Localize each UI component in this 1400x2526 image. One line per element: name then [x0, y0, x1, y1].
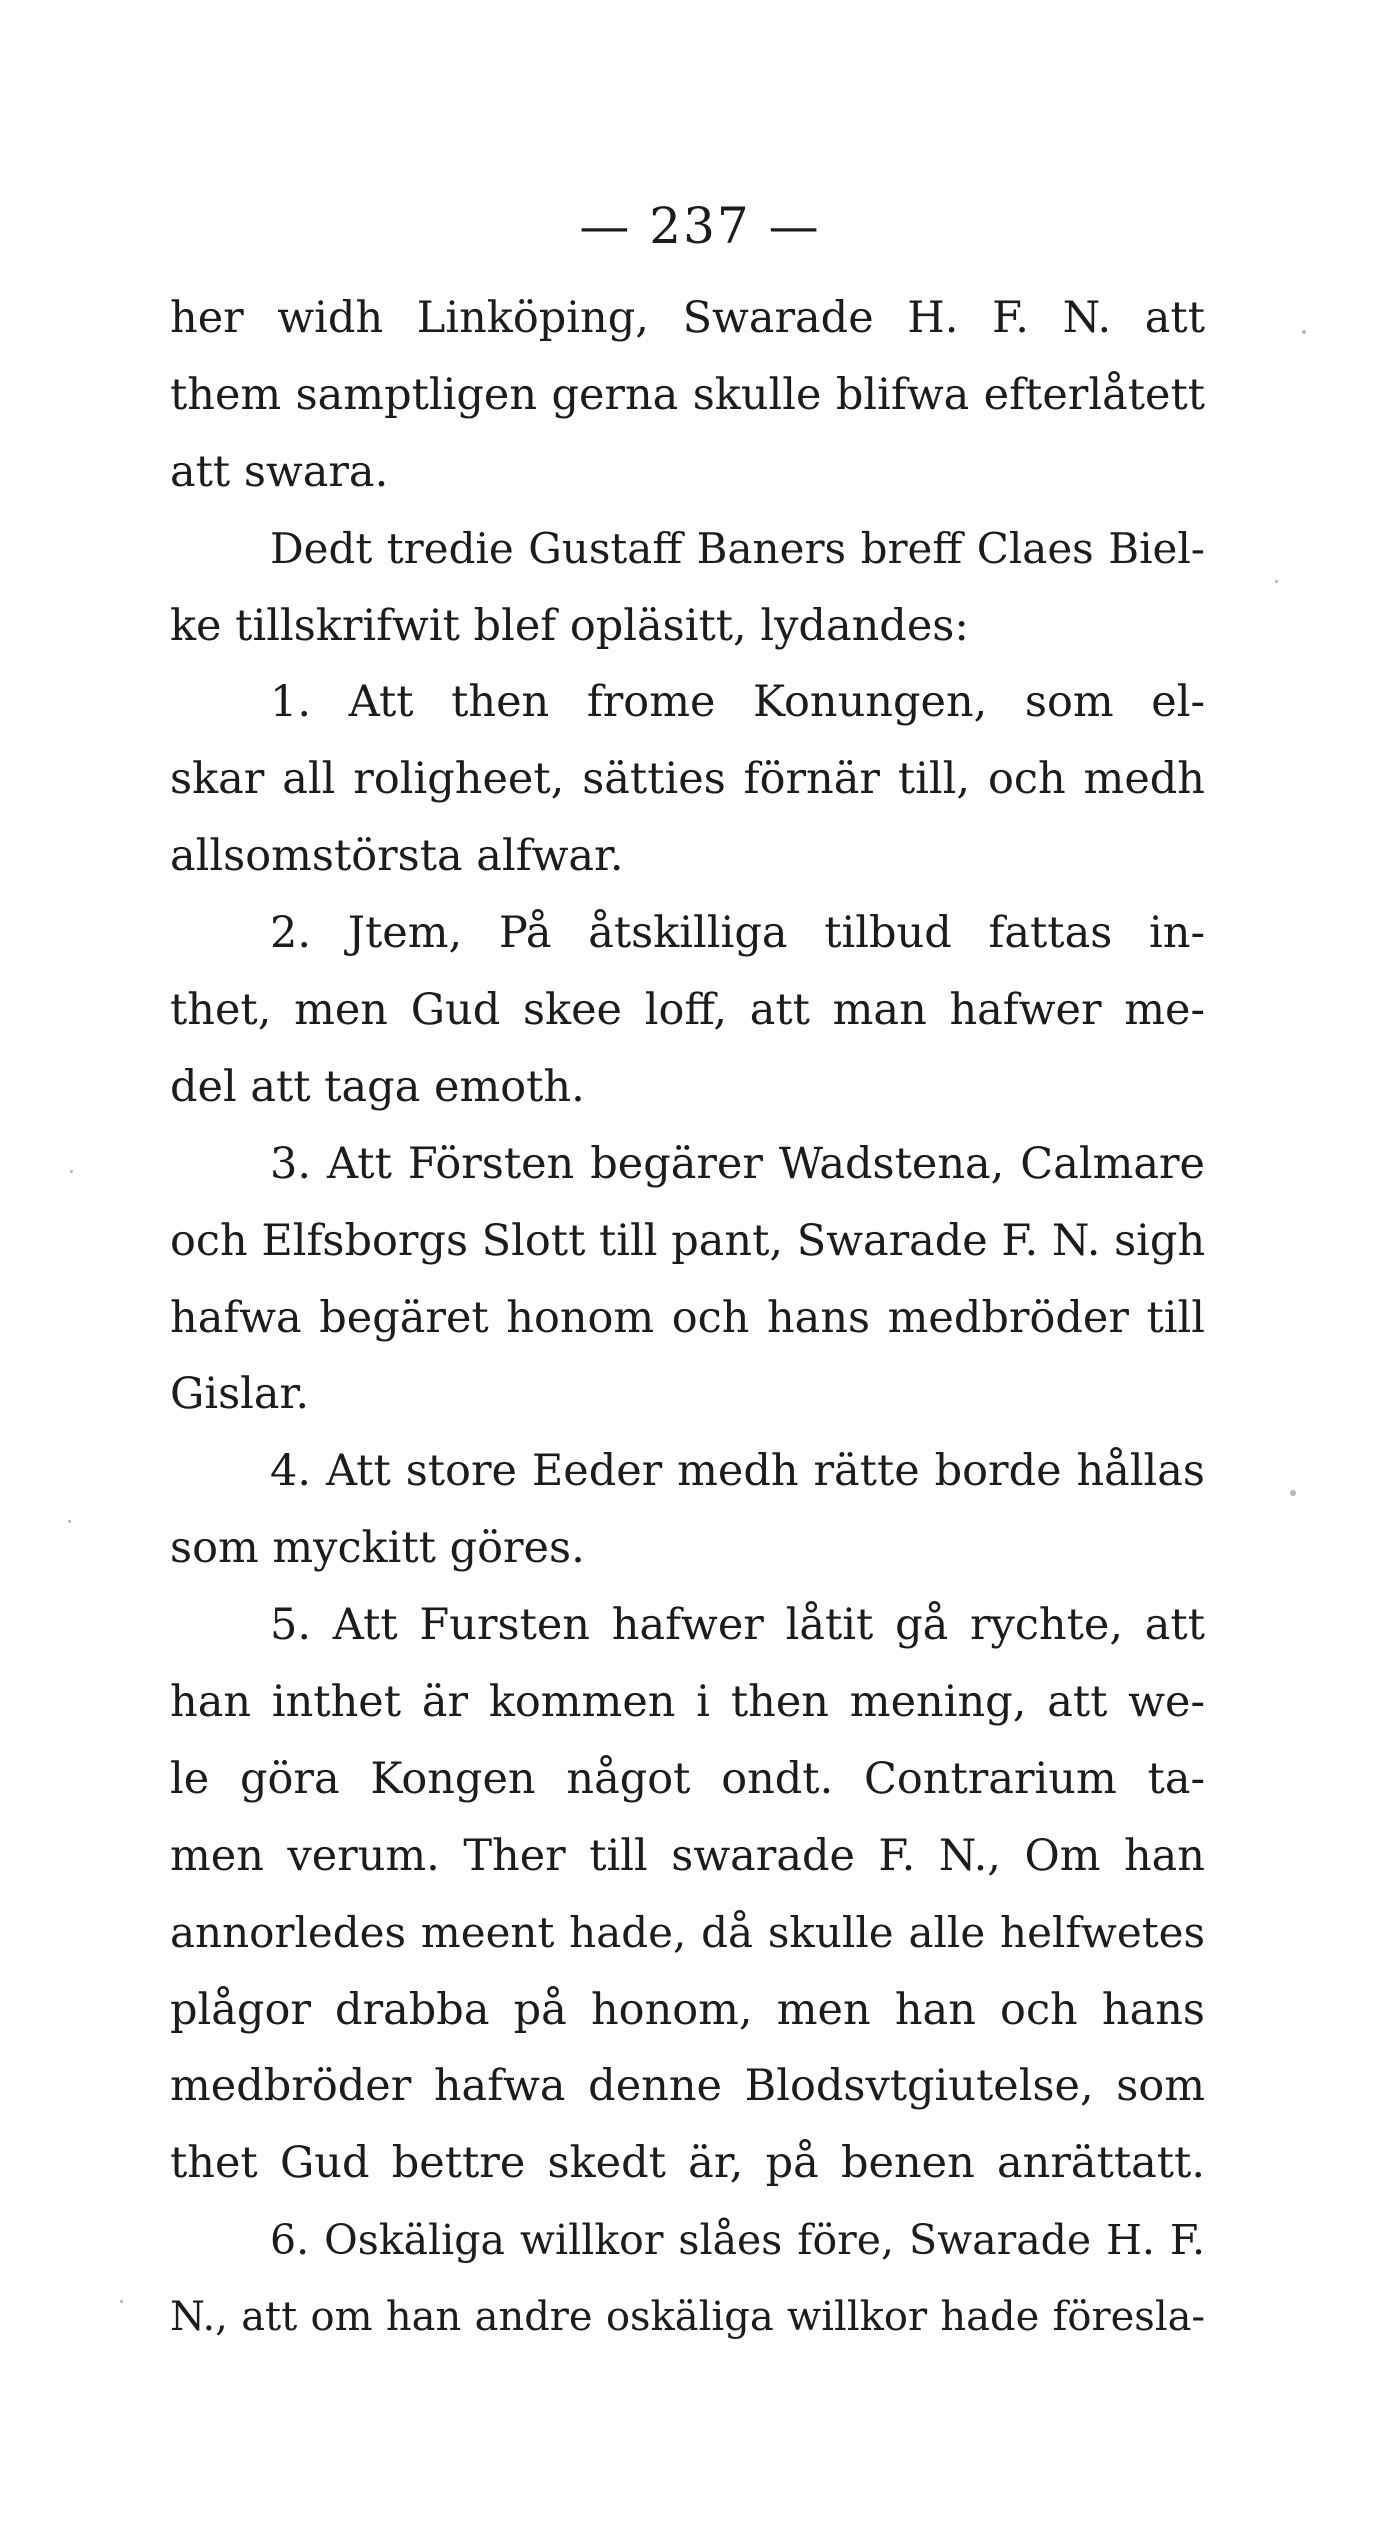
text-line: han inthet är kommen i then mening, att we-: [170, 1677, 1205, 1728]
text-line: 4. Att store Eeder medh rätte borde hållas: [270, 1446, 1205, 1497]
text-line: them samptligen gerna skulle blifwa efterlåtett: [170, 369, 1205, 420]
text-line: medbröder hafwa denne Blodsvtgiutelse, som: [170, 2061, 1205, 2112]
text-line: som myckitt göres.: [170, 1523, 585, 1574]
text-line: thet Gud bettre skedt är, på benen anrättatt.: [170, 2138, 1205, 2189]
text-line: hafwa begäret honom och hans medbröder till: [170, 1292, 1205, 1343]
text-line: annorledes meent hade, då skulle alle helfwetes: [170, 1907, 1205, 1957]
body-text: [170, 280, 1205, 2356]
scan-speck: [1302, 330, 1306, 334]
text-line: att swara.: [170, 446, 389, 497]
text-line: plågor drabba på honom, men han och hans: [170, 1984, 1205, 2035]
scan-speck: [70, 1170, 73, 1173]
text-line: allsomstörsta alfwar.: [170, 831, 624, 882]
text-line: 3. Att Försten begärer Wadstena, Calmare: [270, 1138, 1205, 1189]
text-line: del att taga emoth.: [170, 1061, 585, 1112]
text-line: Gislar.: [170, 1369, 310, 1420]
text-line: 1. Att then frome Konungen, som el-: [270, 677, 1205, 728]
text-line: le göra Kongen något ondt. Contrarium ta-: [170, 1753, 1205, 1804]
text-line: 6. Oskäliga willkor slåes före, Swarade H. F.: [270, 2216, 1205, 2265]
scan-speck: [120, 2300, 123, 2303]
text-line: thet, men Gud skee loff, att man hafwer me-: [170, 985, 1205, 1036]
text-line: Dedt tredie Gustaff Baners breff Claes Biel-: [270, 523, 1205, 573]
text-line: N., att om han andre oskäliga willkor hade föresla-: [170, 2294, 1205, 2341]
text-line: ke tillskrifwit blef opläsitt, lydandes:: [170, 600, 969, 651]
text-line: och Elfsborgs Slott till pant, Swarade F. N. sigh: [170, 1215, 1205, 1266]
scan-speck: [68, 1520, 71, 1523]
page-number-header: — 237 —: [579, 197, 821, 255]
text-line: men verum. Ther till swarade F. N., Om han: [170, 1830, 1205, 1881]
text-line: 2. Jtem, På åtskilliga tilbud fattas in-: [270, 908, 1205, 959]
text-line: 5. Att Fursten hafwer låtit gå rychte, att: [270, 1600, 1205, 1651]
text-line: skar all roligheet, sätties förnär till, och medh: [170, 754, 1205, 805]
scan-speck: [1275, 580, 1278, 583]
scan-speck: [1290, 1490, 1296, 1496]
text-line: her widh Linköping, Swarade H. F. N. att: [170, 293, 1205, 343]
